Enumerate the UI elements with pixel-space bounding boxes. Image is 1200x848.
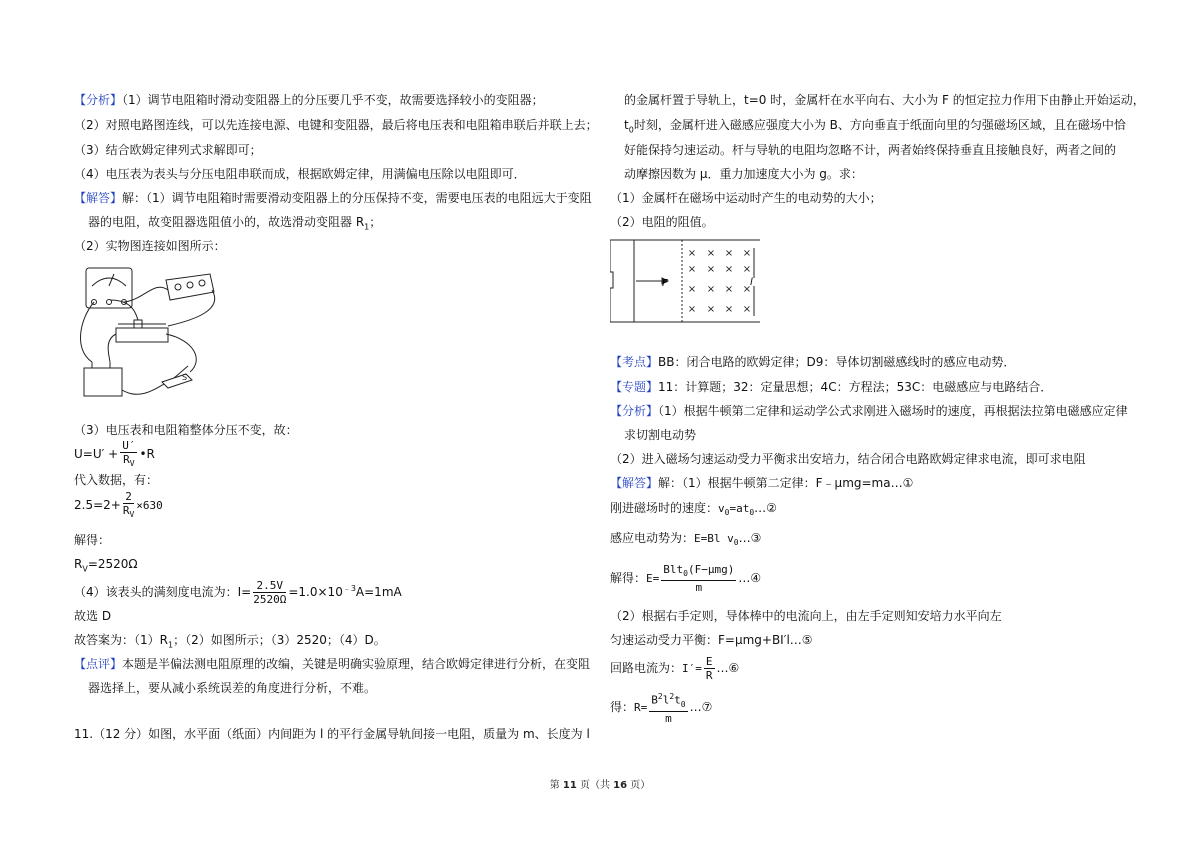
jieda-line-1: 【解答】解：（1）根据牛顿第二定律：F﹣μmg=ma…① <box>610 476 914 490</box>
part2-line-2: 匀速运动受力平衡：F=μmg+BI′l…⑤ <box>610 633 813 647</box>
fenxi-line-1: 【分析】（1）根据牛顿第二定律和运动学公式求刚进入磁场时的速度，再根据法拉第电磁感应定律 <box>610 404 1128 418</box>
fenxi-line-2: （2）进入磁场匀速运动受力平衡求出安培力，结合闭合电路欧姆定律求电流，即可求电阻 <box>610 452 1086 466</box>
final-answer: 故答案为：$(1)R_1$；（2）如图所示；（3）2520；（4）D。 <box>74 633 386 650</box>
svg-text:×: × <box>687 248 697 259</box>
equation-1: U=U′ + $\frac{U'}{R_V}$ •R <box>74 438 155 469</box>
sub-question-1: （1）金属杆在磁场中运动时产生的电动势的大小； <box>610 191 882 205</box>
zhuanti-line: 【专题】11：计算题；32：定量思想；4C：方程法；53C：电磁感应与电路结合． <box>610 380 1053 394</box>
apparatus-figure <box>74 260 224 410</box>
answer-line-1: 【解答】解：（1）调节电阻箱时需要滑动变阻器上的分压保持不变，需要电压表的电阻远大于变阻 <box>74 191 592 205</box>
answer-line-2: （2）实物图连接如图所示： <box>74 239 226 253</box>
svg-text:×: × <box>706 264 716 275</box>
answer-line-3: （3）电压表和电阻箱整体分压不变，故： <box>74 423 298 437</box>
question-line-4: 动摩擦因数为 μ．重力加速度大小为 g。求： <box>624 167 863 181</box>
question-line-3: 好能保持匀速运动。杆与导轨的电阻均忽略不计，两者始终保持垂直且接触良好，两者之间的 <box>624 143 1117 157</box>
svg-text:×: × <box>742 264 752 275</box>
rails-figure <box>610 238 770 328</box>
fraction: $\frac{B^2l^2t_0}{m}$ <box>651 692 686 725</box>
svg-text:×: × <box>706 248 716 259</box>
question-line-2: $t_0$时刻，金属杆进入磁感应强度大小为 B、方向垂直于纸面向里的匀强磁场区域，且在磁场中恰 <box>624 118 1126 135</box>
fraction: $\frac{Blt_0(F-\mu mg)}{m}$ <box>663 562 735 595</box>
part2-line-1: （2）根据右手定则，导体棒中的电流向上，由左手定则知安培力水平向左 <box>610 609 1002 623</box>
total-pages: 16 <box>613 780 628 791</box>
svg-text:×: × <box>742 284 752 295</box>
kaodian-line: 【考点】BB：闭合电路的欧姆定律；D9：导体切割磁感线时的感应电动势． <box>610 355 1016 369</box>
svg-text:×: × <box>687 264 697 275</box>
svg-text:S: S <box>182 373 188 382</box>
equation-2: 2.5=2+ $\frac{2}{R_V}$ ×630 <box>74 489 163 520</box>
fenxi-line-1b: 求切割电动势 <box>624 428 697 442</box>
svg-text:×: × <box>742 248 752 259</box>
length-label: l <box>750 277 753 288</box>
speed-eq: 刚进磁场时的速度：$v_0=at_0\dots ②$ <box>610 501 777 518</box>
question-line-1: 的金属杆置于导轨上，t=0 时，金属杆在水平向右、大小为 F 的恒定拉力作用下由静止开始运动， <box>624 93 1145 107</box>
solve-label: 解得： <box>74 533 111 547</box>
answer-tag: 【解答】 <box>74 191 123 205</box>
page-number: 11 <box>562 780 577 791</box>
svg-text:×: × <box>706 304 716 315</box>
fraction: $\frac{U'}{R_V}$ <box>122 438 136 469</box>
analysis-line-1: 【分析】（1）调节电阻箱时滑动变阻器上的分压要几乎不变，故需要选择较小的变阻器； <box>74 93 544 107</box>
current-eq: 回路电流为：I′= $\frac{E}{R}$ …⑥ <box>610 655 740 682</box>
comment-line-1: 【点评】本题是半偏法测电阻原理的改编，关键是明确实验原理，结合欧姆定律进行分析，在变阻 <box>74 657 591 671</box>
fraction: $\frac{2.5V}{2520\Omega}$ <box>253 579 287 606</box>
svg-text:×: × <box>687 284 697 295</box>
svg-text:×: × <box>742 304 752 315</box>
analysis-line-3: （3）结合欧姆定律列式求解即可； <box>74 143 262 157</box>
fraction: $\frac{E}{R}$ <box>705 655 713 682</box>
svg-text:×: × <box>724 284 734 295</box>
answer-line-1b: 器的电阻，故变阻器选阻值小的，故选滑动变阻器 $R_1$； <box>88 215 382 232</box>
svg-text:×: × <box>724 248 734 259</box>
fraction: $\frac{2}{R_V}$ <box>122 489 135 520</box>
page-footer: 第 11 页（共 16 页） <box>549 780 651 791</box>
emf-eq: 感应电动势为：E=Bl $v_0\dots ③$ <box>610 531 762 548</box>
svg-text:×: × <box>724 264 734 275</box>
rv-result: $R_V=2520\Omega$ <box>74 557 138 574</box>
comment-line-2: 器选择上，要从减小系统误差的角度进行分析，不难。 <box>88 681 377 695</box>
choose-line: 故选 D <box>74 609 112 623</box>
result-eq: 得：R= $\frac{B^2l^2t_0}{m}$ …⑦ <box>610 692 713 725</box>
answer-line-4: （4）该表头的满刻度电流为：I= $\frac{2.5V}{2520\Omega}$ $=1.0\times 10^{﹣3}A=1mA$ <box>74 579 402 606</box>
comment-tag: 【点评】 <box>74 657 123 671</box>
svg-text:×: × <box>687 304 697 315</box>
question-11: 11.（12 分）如图，水平面（纸面）内间距为 l 的平行金属导轨间接一电阻，质量为 m、长度为 l <box>74 727 590 741</box>
sub-question-2: （2）电阻的阻值。 <box>610 215 714 229</box>
svg-text:×: × <box>724 304 734 315</box>
force-label: F <box>662 278 668 289</box>
analysis-line-2: （2）对照电路图连线，可以先连接电源、电键和变阻器，最后将电压表和电阻箱串联后并联上去； <box>74 118 598 132</box>
substitute-label: 代入数据，有： <box>74 473 159 487</box>
analysis-line-4: （4）电压表为表头与分压电阻串联而成，根据欧姆定律，用满偏电压除以电阻即可． <box>74 167 526 181</box>
analysis-tag: 【分析】 <box>74 93 123 107</box>
solve-eq: 解得：E= $\frac{Blt_0(F-\mu mg)}{m}$ …④ <box>610 562 762 595</box>
svg-text:×: × <box>706 284 716 295</box>
